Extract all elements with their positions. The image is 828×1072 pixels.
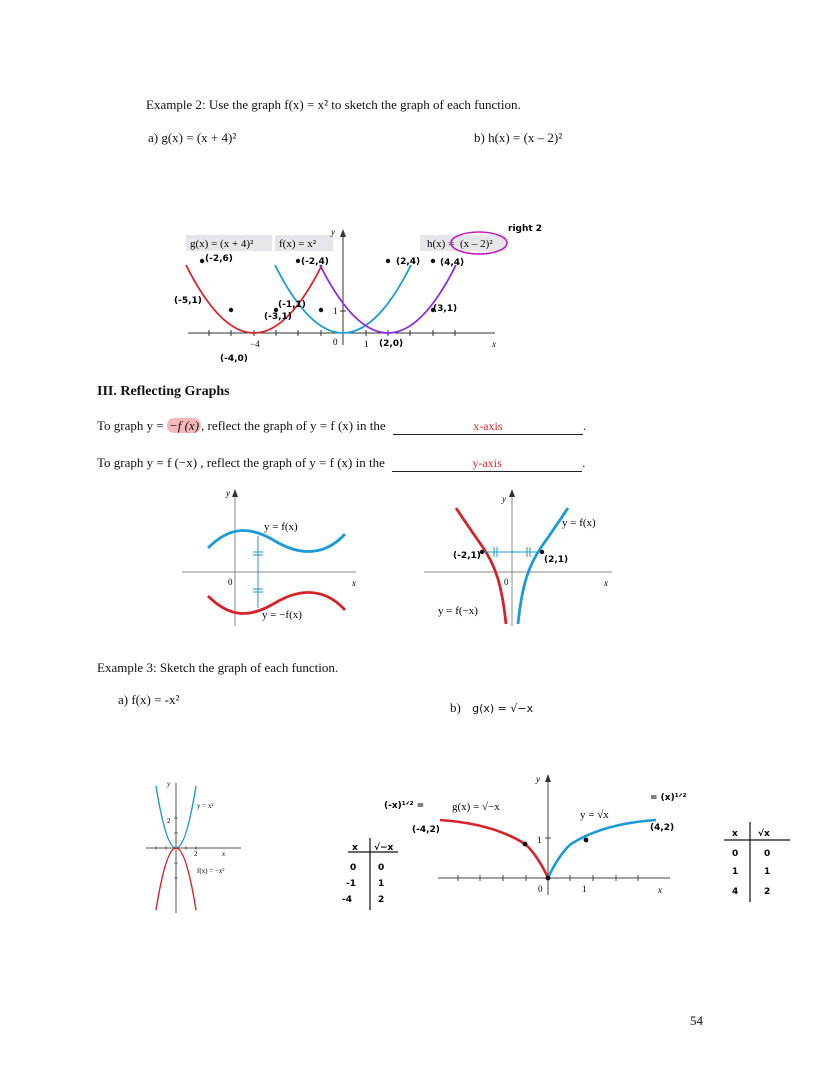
curve-g-red	[186, 265, 322, 333]
tick-neg4: −4	[250, 339, 260, 349]
label-h-circled: (x – 2)²	[460, 238, 493, 250]
point	[546, 876, 551, 881]
note-right: = (x)¹ᐟ²	[650, 793, 687, 803]
line1-neg-highlight: −f (x)	[168, 418, 200, 433]
label-top: y = f(x)	[264, 521, 298, 533]
row-x-3: 4	[732, 887, 739, 897]
curve-sqrt-negx-red	[440, 820, 548, 878]
point	[386, 259, 390, 263]
axis-x: x	[352, 578, 356, 588]
table-right	[722, 822, 792, 902]
pt-left: (-2,1)	[453, 551, 481, 561]
point	[523, 842, 528, 847]
tick-2y: 2	[167, 817, 171, 825]
header-f: √x	[758, 829, 770, 839]
example3-part-a: a) f(x) = -x²	[118, 692, 180, 707]
reflect-line-2: To graph y = f (−x) , reflect the graph of y = f (x) in the y-axis .	[97, 455, 586, 470]
label-f: f(x) = x²	[279, 238, 316, 250]
point	[296, 259, 300, 263]
header-x: x	[732, 829, 738, 839]
label-f: y = √x	[580, 809, 609, 821]
pt-m2-4: (-2,4)	[301, 257, 329, 267]
pt-m4-2: (-4,2)	[412, 825, 440, 835]
label-left: y = f(−x)	[438, 605, 478, 617]
point	[540, 550, 544, 554]
line1-answer: x-axis	[473, 419, 503, 433]
origin: 0	[228, 577, 233, 587]
axis-x: x	[658, 885, 662, 895]
point	[584, 838, 589, 843]
row-f-2: 1	[378, 879, 385, 889]
example2-part-b: b) h(x) = (x – 2)²	[474, 130, 563, 145]
y-axis-arrow	[545, 774, 551, 782]
row-f-1: 0	[378, 863, 385, 873]
point	[200, 259, 204, 263]
ytick-1: 1	[537, 835, 542, 845]
row-f-2: 1	[764, 867, 771, 877]
part-b-prefix: b)	[450, 700, 461, 715]
label-top: y = x²	[197, 802, 214, 810]
example3-title: Example 3: Sketch the graph of each function.	[97, 660, 339, 675]
origin: 0	[504, 577, 509, 587]
header-x: x	[352, 843, 358, 853]
axis-x-label: x	[492, 339, 496, 349]
curve-sqrt-x-blue	[548, 820, 656, 878]
pt-m2-6: (-2,6)	[205, 254, 233, 264]
row-x-2: 1	[732, 867, 739, 877]
tick-0: 0	[333, 337, 338, 347]
example3-part-b	[450, 700, 533, 716]
row-f-3: 2	[764, 887, 771, 897]
point	[229, 308, 233, 312]
y-axis-arrow	[232, 489, 238, 497]
line1-pre: To graph y =	[97, 418, 167, 433]
note-right-2: right 2	[508, 224, 543, 234]
pt-m5-1: (-5,1)	[174, 296, 202, 306]
sqrt-graph	[380, 770, 730, 900]
header-f: √−x	[374, 843, 394, 853]
axis-y-label: y	[331, 227, 335, 237]
label-g: g(x) = (x + 4)²	[190, 238, 254, 250]
pt-m3-1: (-3,1)	[264, 312, 292, 322]
small-parabola-graph	[146, 778, 246, 918]
tick-1: 1	[364, 339, 369, 349]
pt-4-2: (4,2)	[650, 823, 675, 833]
tick-2x: 2	[194, 850, 198, 858]
row-x-2: -1	[346, 879, 356, 889]
label-bottom: y = −f(x)	[262, 609, 302, 621]
section-heading: III. Reflecting Graphs	[97, 384, 230, 399]
axis-y: y	[502, 494, 506, 504]
line1-post: , reflect the graph of y = f (x) in the	[201, 418, 386, 433]
example2-title: Example 2: Use the graph f(x) = x² to sketch the graph of each function.	[146, 97, 521, 112]
pt-right: (2,1)	[544, 555, 569, 565]
axis-x: x	[222, 850, 226, 858]
axis-y: y	[536, 774, 540, 784]
note-left: (-x)¹ᐟ² =	[384, 801, 425, 811]
part-b-func: g(x) = √−x	[472, 702, 534, 715]
label-g: g(x) = √−x	[452, 801, 500, 813]
row-f-1: 0	[764, 849, 771, 859]
point	[431, 259, 435, 263]
point	[319, 308, 323, 312]
y-axis-arrow	[509, 489, 515, 497]
label-bottom: f(x) = −x²	[197, 867, 225, 875]
line2-answer: y-axis	[472, 456, 502, 470]
example2-graph	[150, 215, 550, 365]
ytick-1: 1	[333, 306, 338, 316]
row-x-3: -4	[342, 895, 352, 905]
reflect-line-1: To graph y = −f (x) , reflect the graph of y = f (x) in the x-axis .	[97, 418, 587, 433]
curve-f-blue	[208, 531, 345, 552]
label-right: y = f(x)	[562, 517, 596, 529]
pt-m4-0: (-4,0)	[220, 354, 248, 364]
label-h: h(x) =	[427, 238, 455, 250]
axis-y: y	[226, 488, 230, 498]
axis-y: y	[167, 780, 171, 788]
pt-2-4: (2,4)	[396, 257, 421, 267]
tick-1: 1	[582, 884, 587, 894]
page-number: 54	[690, 1013, 703, 1028]
pt-4-4: (4,4)	[440, 258, 465, 268]
axis-x: x	[604, 578, 608, 588]
pt-2-0: (2,0)	[379, 339, 404, 349]
row-f-3: 2	[378, 895, 385, 905]
curve-h-purple	[320, 265, 456, 333]
pt-m1-1: (-1,1)	[278, 300, 306, 310]
line2-pre: To graph y = f (−x) , reflect the graph of y = f (x) in the	[97, 455, 385, 470]
row-x-1: 0	[350, 863, 357, 873]
origin: 0	[538, 884, 543, 894]
reflect-y-graph	[420, 486, 620, 631]
row-x-1: 0	[732, 849, 739, 859]
curve-f-blue	[518, 508, 568, 624]
y-axis-arrow	[340, 229, 346, 237]
pt-3-1: (3,1)	[433, 304, 458, 314]
reflect-x-graph	[180, 486, 370, 631]
example2-part-a: a) g(x) = (x + 4)²	[148, 130, 237, 145]
